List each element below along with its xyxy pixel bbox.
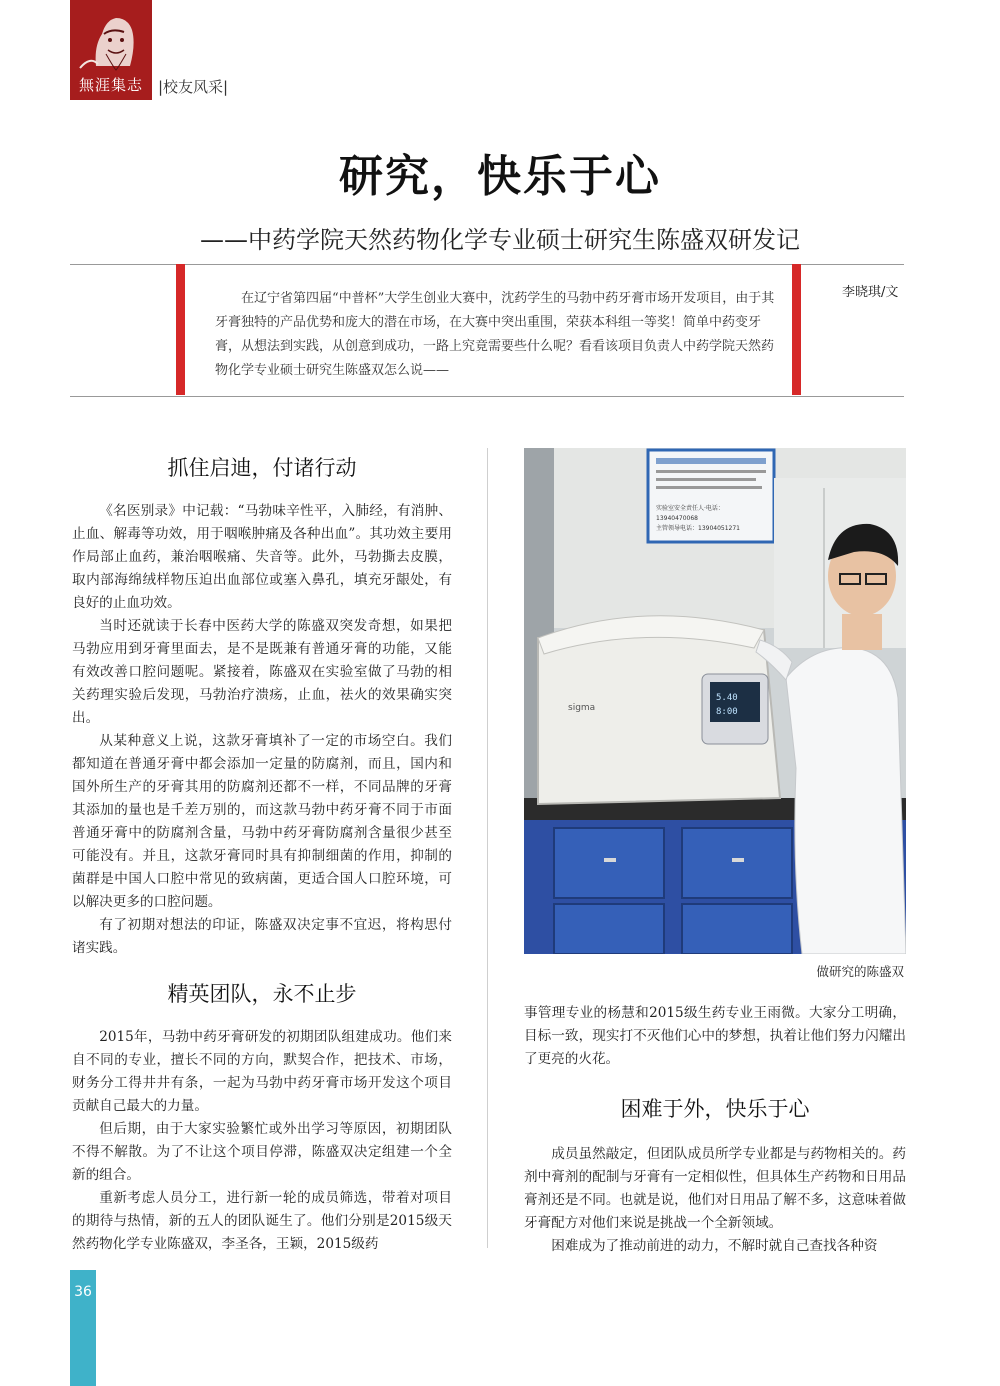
device-readout: 5.40 (716, 693, 738, 703)
page-number: 36 (74, 1284, 92, 1300)
lab-photo (524, 448, 906, 954)
page-strip (70, 1270, 96, 1386)
section-tag: |校友风采| (158, 78, 229, 96)
portrait-icon (76, 6, 146, 72)
section-heading: 抓住启迪，付诸行动 (167, 456, 357, 480)
poster-line: 实验室安全责任人·电话： (656, 505, 724, 512)
bottom-rule (70, 396, 904, 397)
paragraph: 有了初期对想法的印证，陈盛双决定事不宜迟，将构思付诸实践。 (72, 917, 452, 956)
logo-text: 無涯集志 (78, 76, 143, 94)
paragraph: 但后期，由于大家实验繁忙或外出学习等原因，初期团队不得不解散。为了不让这个项目停滞，陈盛双决定组建一个全新的组合。 (72, 1121, 452, 1183)
poster-line: 主管领导电话：13904051271 (656, 525, 740, 532)
paragraph: 成员虽然敲定，但团队成员所学专业都是与药物相关的。药剂中膏剂的配制与牙膏有一定相似性，但具体生产药物和日用品膏剂还是不同。也就是说，他们对日用品了解不多，这意味着做牙膏配方对他们来说是挑战一个全新领域。 (524, 1146, 906, 1231)
paragraph: 当时还就读于长春中医药大学的陈盛双突发奇想，如果把马勃应用到牙膏里面去，是不是既兼有普通牙膏的功能，又能有效改善口腔问题呢。紧接着，陈盛双在实验室做了马勃的相关药理实验后发现，马勃治疗溃疡，止血，祛火的效果确实突出。 (72, 618, 452, 726)
article-title: 研究，快乐于心 (339, 151, 661, 202)
paragraph: 从某种意义上说，这款牙膏填补了一定的市场空白。我们都知道在普通牙膏中都会添加一定量的防腐剂，而且，国内和国外所生产的牙膏其用的防腐剂还都不一样，不同品牌的牙膏其添加的量也是千差万别的，而这款马勃中药牙膏不同于市面普通牙膏中的防腐剂含量，马勃中药牙膏防腐剂含量很少甚至可能没有。并且，这款牙膏同时具有抑制细菌的作用，抑制的菌群是中国人口腔中常见的致病菌，更适合国人口腔环境，可以解决更多的口腔问题。 (72, 733, 452, 910)
poster-line: 13940470068 (656, 515, 698, 522)
paragraph: 《名医别录》中记载：“马勃味辛性平，入肺经，有消肿、止血、解毒等功效，用于咽喉肿痛及各种出血”。其功效主要用作局部止血药，兼治咽喉痛、失音等。此外，马勃撕去皮膜，取内部海绵绒样物压迫出血部位或塞入鼻孔，填充牙龈处，有良好的止血功效。 (72, 503, 452, 611)
paragraph-continuation: 事管理专业的杨慧和2015级生药专业王雨微。大家分工明确，目标一致，现实打不灭他们心中的梦想，执着让他们努力闪耀出了更亮的火花。 (524, 1005, 906, 1067)
abstract-text: 在辽宁省第四届“中普杯”大学生创业大赛中，沈药学生的马勃中药牙膏市场开发项目，由于其牙膏独特的产品优势和庞大的潜在市场，在大赛中突出重围，荣获本科组一等奖！简单中药变牙膏，从想法到实践，从创意到成功，一路上究竟需要些什么呢？看看该项目负责人中药学院天然药物化学专业硕士研究生陈盛双怎么说—— (215, 291, 775, 378)
column-divider (487, 448, 488, 1248)
left-column (72, 448, 452, 1256)
article-subtitle: ——中药学院天然药物化学专业硕士研究生陈盛双研发记 (200, 226, 800, 254)
paragraph: 困难成为了推动前进的动力，不解时就自己查找各种资 (551, 1238, 878, 1254)
paragraph: 2015年，马勃中药牙膏研发的初期团队组建成功。他们来自不同的专业，擅长不同的方向，默契合作，把技术、市场，财务分工得井井有条，一起为马勃中药牙膏市场开发这个项目贡献自己最大的力量。 (72, 1029, 452, 1114)
right-red-bar (792, 264, 801, 395)
device-readout: 8:00 (716, 707, 738, 717)
device-brand: sigma (568, 703, 596, 713)
paragraph: 重新考虑人员分工，进行新一轮的成员筛选，带着对项目的期待与热情，新的五人的团队诞生了。他们分别是2015级天然药物化学专业陈盛双，李圣各，王颖，2015级药 (72, 1190, 452, 1252)
section-heading: 精英团队，永不止步 (167, 982, 357, 1006)
lab-scene-illustration (524, 448, 906, 954)
left-red-bar (176, 264, 185, 395)
top-rule (70, 264, 904, 265)
author-byline: 李晓琪/文 (842, 285, 899, 300)
right-column (524, 1002, 906, 1258)
abstract (215, 287, 775, 383)
section-heading: 困难于外，快乐于心 (620, 1097, 810, 1121)
magazine-logo (70, 0, 152, 100)
photo-caption: 做研究的陈盛双 (816, 964, 904, 979)
